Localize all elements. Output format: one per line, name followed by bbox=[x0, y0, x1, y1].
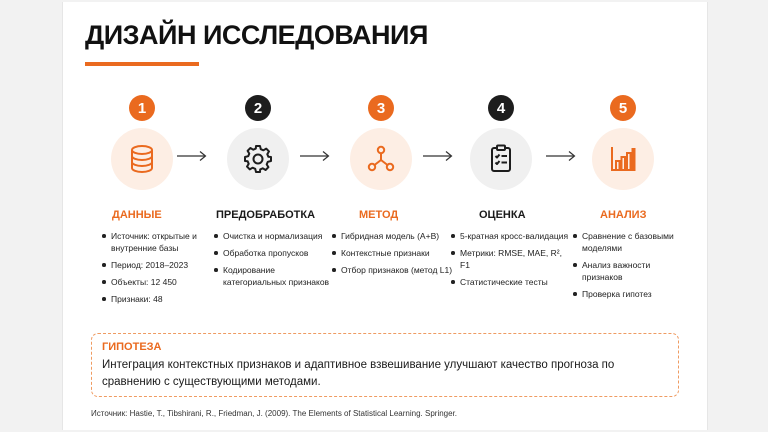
slide bbox=[62, 2, 708, 430]
step-title: ОЦЕНКА bbox=[479, 209, 526, 221]
list-item: Источник: открытые и внутренние базы bbox=[101, 230, 225, 254]
list-item: Анализ важности признаков bbox=[572, 259, 690, 283]
step-number-badge: 4 bbox=[488, 95, 514, 121]
bar-chart-icon bbox=[592, 128, 654, 190]
arrow-right-icon bbox=[299, 150, 331, 162]
database-icon bbox=[111, 128, 173, 190]
page-title: ДИЗАЙН ИССЛЕДОВАНИЯ bbox=[85, 20, 428, 50]
hypothesis-text: Интеграция контекстных признаков и адаптивное взвешивание улучшают качество прогноза по сравнению с существующими методами. bbox=[102, 359, 615, 388]
network-icon bbox=[350, 128, 412, 190]
arrow-right-icon bbox=[545, 150, 577, 162]
list-item: Отбор признаков (метод L1) bbox=[331, 264, 455, 276]
step-title: АНАЛИЗ bbox=[600, 209, 647, 221]
list-item: Проверка гипотез bbox=[572, 288, 690, 300]
step-number-badge: 1 bbox=[129, 95, 155, 121]
list-item: Гибридная модель (A+B) bbox=[331, 230, 455, 242]
step-bullets bbox=[331, 230, 455, 281]
list-item: 5-кратная кросс-валидация bbox=[450, 230, 574, 242]
list-item: Объекты: 12 450 bbox=[101, 276, 225, 288]
clipboard-checklist-icon bbox=[470, 128, 532, 190]
source-citation: Источник: Hastie, T., Tibshirani, R., Friedman, J. (2009). The Elements of Statistical Learning. Springer. bbox=[91, 409, 458, 418]
step-number-badge: 2 bbox=[245, 95, 271, 121]
step-bullets bbox=[572, 230, 690, 305]
hypothesis-title: ГИПОТЕЗА bbox=[102, 341, 162, 353]
step-bullets bbox=[101, 230, 225, 310]
step-title: МЕТОД bbox=[359, 209, 399, 221]
list-item: Кодирование категориальных признаков bbox=[213, 264, 337, 288]
list-item: Контекстные признаки bbox=[331, 247, 455, 259]
step-number-badge: 5 bbox=[610, 95, 636, 121]
title-underline bbox=[85, 62, 199, 66]
list-item: Признаки: 48 bbox=[101, 293, 225, 305]
list-item: Очистка и нормализация bbox=[213, 230, 337, 242]
list-item: Метрики: RMSE, MAE, R², F1 bbox=[450, 247, 574, 271]
arrow-right-icon bbox=[176, 150, 208, 162]
list-item: Период: 2018–2023 bbox=[101, 259, 225, 271]
list-item: Обработка пропусков bbox=[213, 247, 337, 259]
arrow-right-icon bbox=[422, 150, 454, 162]
list-item: Сравнение с базовыми моделями bbox=[572, 230, 690, 254]
step-bullets bbox=[450, 230, 574, 293]
hypothesis-box bbox=[91, 333, 679, 397]
step-bullets bbox=[213, 230, 337, 293]
list-item: Статистические тесты bbox=[450, 276, 574, 288]
step-title: ПРЕДОБРАБОТКА bbox=[216, 209, 316, 221]
step-number-badge: 3 bbox=[368, 95, 394, 121]
gear-icon bbox=[227, 128, 289, 190]
step-title: ДАННЫЕ bbox=[112, 209, 162, 221]
